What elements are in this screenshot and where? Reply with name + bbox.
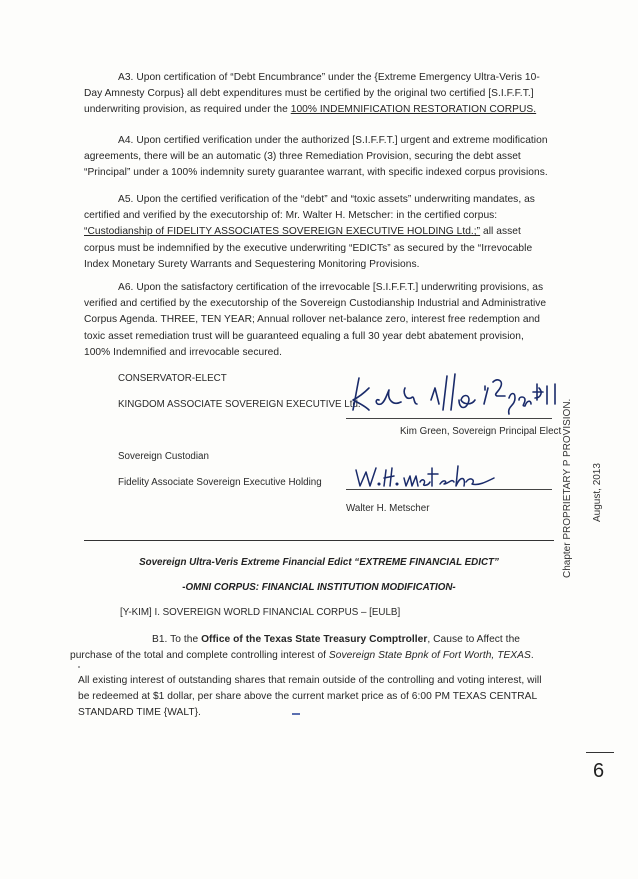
side-stamp-provision: Chapter PROPRIETARY P PROVISION. [562,398,573,578]
b1-text-end: . [530,650,534,662]
section-divider [84,540,554,541]
paragraph-existing-interest: All existing interest of outstanding shares that remain outside of the controlling and voting interest, will be redeemed at $1 dollar, per share above the current market price as of 6:00 PM TEXAS CENTRAL STANDARD TIME {WALT}. [78,675,542,719]
edict-subtitle: -OMNI CORPUS: FINANCIAL INSTITUTION MODIFICATION- [182,582,456,593]
sovereign-custodian-label: Sovereign Custodian [118,451,209,462]
b1-office: Office of the Texas State Treasury Comptroller [201,634,428,645]
paragraph-a4: A4. Upon certified verification under the authorized [S.I.F.F.T.] urgent and extreme modification agreements, there will be an automatic (3) three Remediation Provision, securing the debt asset “Principal” under a 100% indemnity surety guarantee warrant, with specific indexed corpus provisions. [84,135,548,179]
edict-title: Sovereign Ultra-Veris Extreme Financial Edict “EXTREME FINANCIAL EDICT” [139,557,499,568]
kingdom-associate-label: KINGDOM ASSOCIATE SOVEREIGN EXECUTIVE Ltd. [118,399,361,410]
side-stamp-date: August, 2013 [592,463,603,522]
page-number-rule [586,752,614,753]
kim-green-name: Kim Green, Sovereign Principal Elect [400,426,562,437]
paragraph-a3-link: 100% INDEMNIFICATION RESTORATION CORPUS. [290,104,537,116]
kim-signature-line [346,418,552,419]
walter-signature-line [346,489,552,490]
section-heading: [Y-KIM] I. SOVEREIGN WORLD FINANCIAL CORPUS – [EULB] [120,607,401,618]
fidelity-associate-label: Fidelity Associate Sovereign Executive Holding [118,477,322,488]
conservator-elect-label: CONSERVATOR-ELECT [118,373,227,384]
kim-green-signature [335,370,563,420]
margin-mark [78,666,80,668]
paragraph-a5 [84,192,552,273]
pen-mark [292,713,300,715]
paragraph-a6: A6. Upon the satisfactory certification of the irrevocable [S.I.F.F.T.] underwriting provisions, as verified and certified by the executorship of the Sovereign Custodianship Industrial and Administrative Corpus Agenda. THREE, TEN YEAR; Annual rollover net-balance zero, interest free redemption and toxic asset remediation trust will be guaranteed equaling a full 30 year debt abatement provision, 100% Indemnified and irrevocable secured. [84,282,547,358]
b1-text-mid: , Cause to Affect the purchase of the total and complete controlling interest of [70,634,520,662]
paragraph-a3-text: A3. Upon certification of “Debt Encumbrance” under the {Extreme Emergency Ultra-Veris 10-Day Amnesty Corpus} all debt expenditures must be certified by the original two certified [S.I.F.F.T.] underwriting provision, as required under the [84,72,540,116]
paragraph-a3 [84,70,552,119]
paragraph-a5-text-end: all asset corpus must be indemnified by the executive underwriting “EDICTs” as secured by the “Irrevocable Index Monetary Surety Warrants and Sequestering Monitoring Provisions. [84,226,533,270]
paragraph-a5-text: A5. Upon the certified verification of the “debt” and “toxic assets” underwriting mandates, as certified and verified by the executorship of: Mr. Walter H. Metscher: in the certified corpus: [84,194,535,222]
paragraph-b1 [70,632,552,664]
b1-text: B1. To the [152,634,202,645]
b1-bank: Sovereign State Bpnk of Fort Worth, TEXAS [328,650,531,662]
walter-metscher-name: Walter H. Metscher [346,503,430,514]
paragraph-a5-link: “Custodianship of FIDELITY ASSOCIATES SOVEREIGN EXECUTIVE HOLDING Ltd.;” [84,226,481,238]
page-number: 6 [593,760,605,782]
walter-metscher-signature [352,460,502,492]
